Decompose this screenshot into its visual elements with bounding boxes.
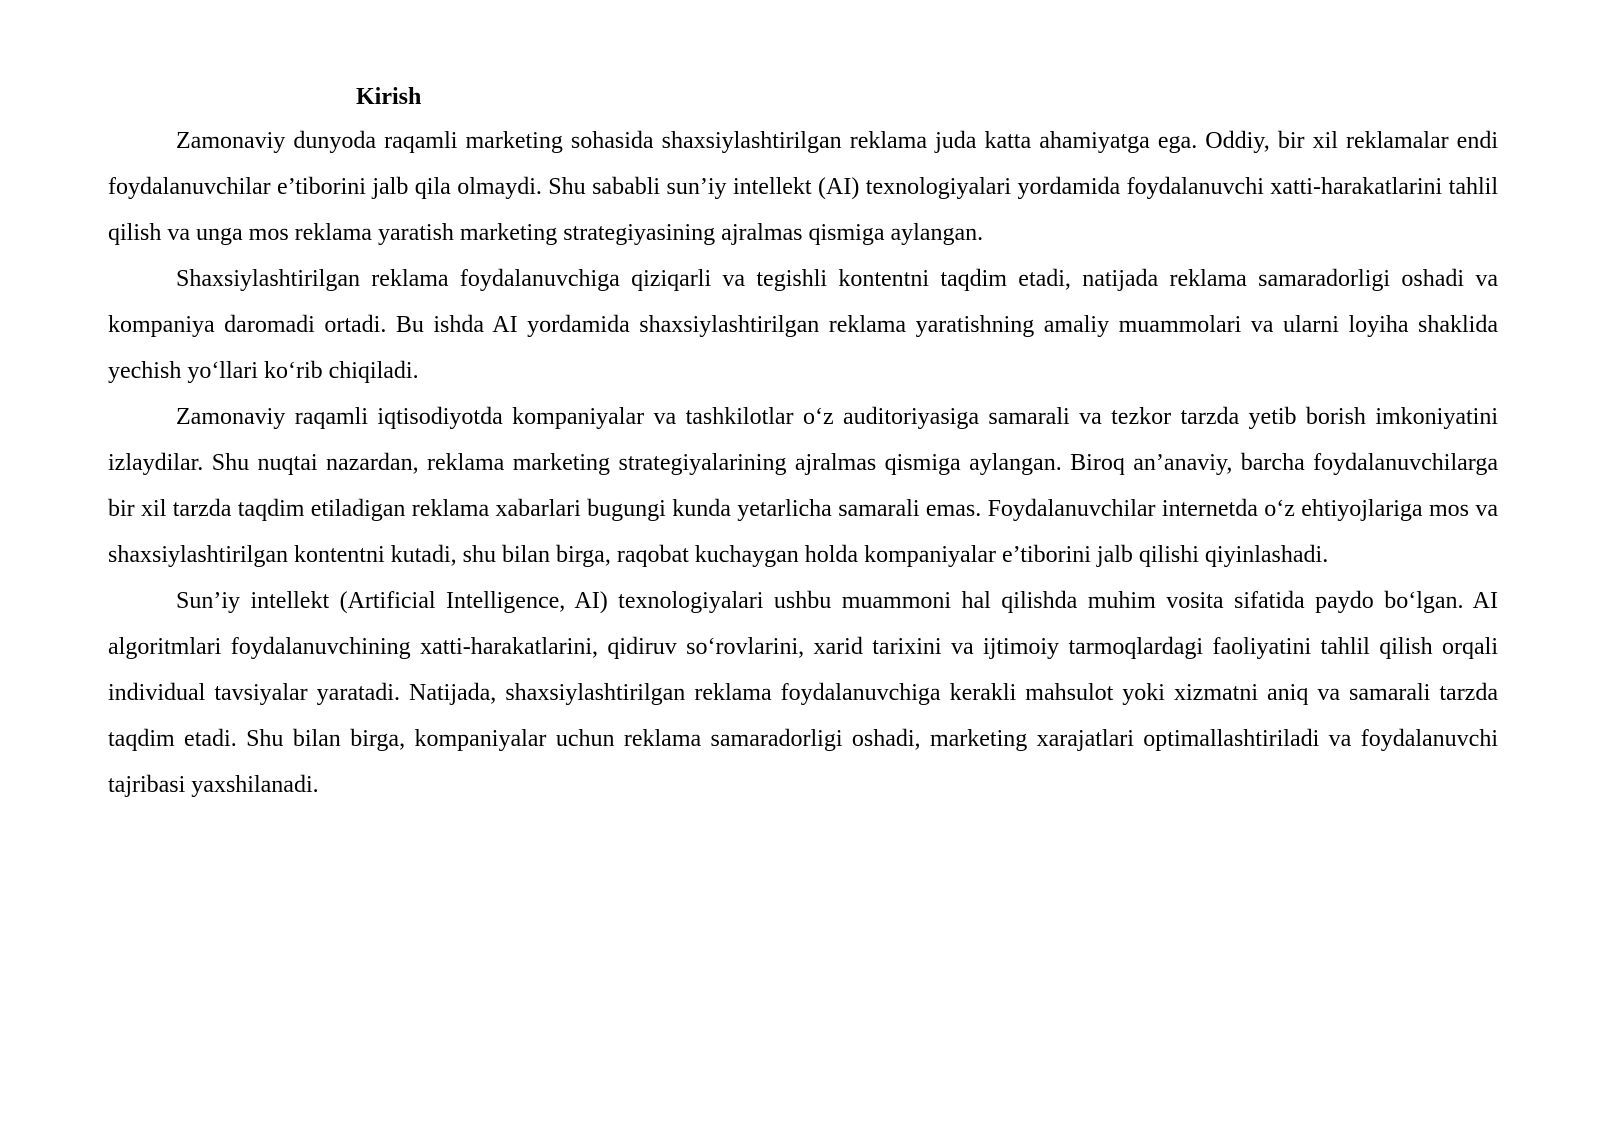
- paragraph-3: Zamonaviy raqamli iqtisodiyotda kompaniyalar va tashkilotlar o‘z auditoriyasiga samarali va tezkor tarzda yetib borish imkoniyatini izlaydilar. Shu nuqtai nazardan, reklama marketing strategiyalarining ajralmas qismiga aylangan. Biroq an’anaviy, barcha foydalanuvchilarga bir xil tarzda taqdim etiladigan reklama xabarlari bugungi kunda yetarlicha samarali emas. Foydalanuvchilar internetda o‘z ehtiyojlariga mos va shaxsiylashtirilgan kontentni kutadi, shu bilan birga, raqobat kuchaygan holda kompaniyalar e’tiborini jalb qilishi qiyinlashadi.: [108, 404, 1498, 568]
- section-title: Kirish: [356, 84, 422, 110]
- paragraph-4: Sun’iy intellekt (Artificial Intelligence, AI) texnologiyalari ushbu muammoni hal qilishda muhim vosita sifatida paydo bo‘lgan. AI algoritmlari foydalanuvchining xatti-harakatlarini, qidiruv so‘rovlarini, xarid tarixini va ijtimoiy tarmoqlardagi faoliyatini tahlil qilish orqali individual tavsiyalar yaratadi. Natijada, shaxsiylashtirilgan reklama foydalanuvchiga kerakli mahsulot yoki xizmatni aniq va samarali tarzda taqdim etadi. Shu bilan birga, kompaniyalar uchun reklama samaradorligi oshadi, marketing xarajatlari optimallashtiriladi va foydalanuvchi tajribasi yaxshilanadi.: [108, 588, 1498, 798]
- paragraph-2: Shaxsiylashtirilgan reklama foydalanuvchiga qiziqarli va tegishli kontentni taqdim etadi, natijada reklama samaradorligi oshadi va kompaniya daromadi ortadi. Bu ishda AI yordamida shaxsiylashtirilgan reklama yaratishning amaliy muammolari va ularni loyiha shaklida yechish yo‘llari ko‘rib chiqiladi.: [108, 266, 1498, 384]
- paragraph-1: Zamonaviy dunyoda raqamli marketing sohasida shaxsiylashtirilgan reklama juda katta ahamiyatga ega. Oddiy, bir xil reklamalar endi foydalanuvchilar e’tiborini jalb qila olmaydi. Shu sababli sun’iy intellekt (AI) texnologiyalari yordamida foydalanuvchi xatti-harakatlarini tahlil qilish va unga mos reklama yaratish marketing strategiyasining ajralmas qismiga aylangan.: [108, 128, 1498, 246]
- document-body: [108, 76, 1498, 808]
